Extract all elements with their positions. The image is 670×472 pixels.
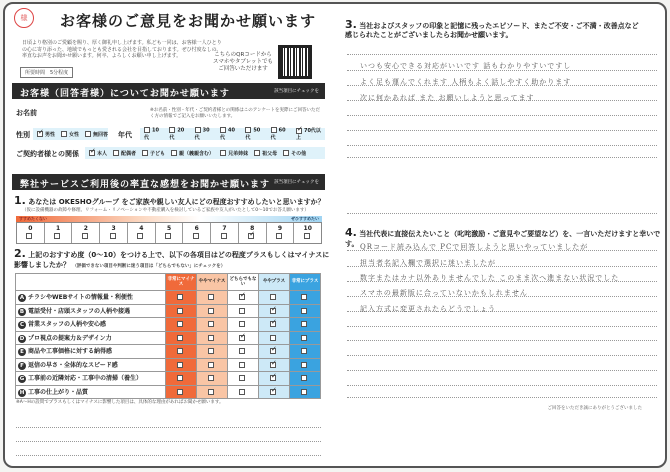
name-label: お名前 (16, 109, 37, 117)
answer-line[interactable] (347, 213, 657, 214)
rating-cell[interactable] (228, 358, 259, 372)
row-key: A (19, 295, 25, 302)
qr-code[interactable] (278, 45, 312, 79)
section-hint: 該当項目にチェックを (274, 180, 319, 185)
rating-cell[interactable] (166, 291, 197, 305)
scale-option[interactable] (45, 223, 73, 243)
relation-options (85, 147, 325, 159)
option-label: 兄弟姉妹 (228, 150, 249, 157)
scale-option[interactable] (17, 223, 45, 243)
table-row (16, 385, 321, 399)
rating-cell[interactable] (197, 385, 228, 399)
checkbox[interactable] (301, 389, 307, 395)
recommend-scale (16, 222, 322, 244)
handwritten-answer: 次に何かあれば また お願いしようと思ってます (360, 94, 535, 102)
checkbox[interactable] (144, 127, 150, 133)
gender-label: 性別 (16, 131, 30, 139)
rating-cell[interactable] (228, 345, 259, 359)
answer-line[interactable] (347, 326, 657, 327)
checkbox[interactable] (26, 233, 32, 239)
option-label: 配偶者 (121, 150, 137, 157)
rating-cell[interactable] (259, 291, 290, 305)
answer-line[interactable] (16, 427, 321, 428)
table-row (16, 318, 321, 332)
column-header: どちらでもない (228, 274, 259, 291)
option-relations[interactable] (89, 150, 107, 157)
service-section-header (12, 174, 325, 190)
row-key: E (18, 348, 26, 356)
answer-line[interactable] (347, 370, 657, 371)
row-label (16, 358, 166, 372)
checkbox[interactable] (239, 375, 245, 381)
rating-cell[interactable] (197, 358, 228, 372)
checkbox[interactable] (54, 233, 60, 239)
checkbox[interactable] (301, 375, 307, 381)
answer-line[interactable] (347, 340, 657, 341)
checkbox[interactable] (270, 362, 276, 368)
factor-table (15, 273, 321, 399)
rating-cell[interactable] (166, 304, 197, 318)
q1-sub: （仮に設備機器の故障や修理、リフォーム・リノベーションや不動産購入を検討しているご家族や友人がいたとして0〜10でお答え願います） (22, 208, 309, 213)
section-title: お客様（回答者様）についてお聞かせ願います (20, 89, 230, 99)
option-label: 祖父母 (262, 150, 278, 157)
option-ages[interactable] (271, 127, 290, 141)
scale-number: 5 (166, 225, 172, 232)
scale-number: 8 (250, 225, 255, 232)
option-ages[interactable] (220, 127, 239, 141)
checkbox[interactable] (61, 131, 67, 137)
row-key: H (19, 389, 25, 396)
checkbox[interactable] (110, 233, 116, 239)
rating-cell[interactable] (259, 331, 290, 345)
checkbox[interactable] (254, 150, 260, 156)
name-note: ※お名前・性別・年代・ご契約者様との関係はこのアンケートを実際にご回答いただく方の情報でご記入をお願いいたします。 (150, 108, 320, 119)
option-ages[interactable] (296, 127, 325, 141)
q2-question (14, 249, 332, 270)
row-label (16, 331, 166, 345)
checkbox[interactable] (208, 335, 214, 341)
rating-cell[interactable] (166, 331, 197, 345)
rating-cell[interactable] (228, 331, 259, 345)
section-hint: 該当項目にチェックを (274, 89, 319, 94)
stamp-logo: 様 (14, 8, 34, 28)
section-title: 弊社サービスご利用後の率直な感想をお聞かせ願います (20, 180, 271, 190)
option-label: 女性 (69, 131, 80, 138)
rating-cell[interactable] (228, 372, 259, 386)
scale-option[interactable] (128, 223, 156, 243)
qr-caption: こちらのQRコードからスマホやタブレットでもご回答いただけます (212, 52, 274, 72)
checkbox[interactable] (301, 362, 307, 368)
checkbox[interactable] (165, 233, 171, 239)
rating-cell[interactable] (228, 304, 259, 318)
rating-cell[interactable] (197, 291, 228, 305)
checkbox[interactable] (142, 150, 148, 156)
rating-cell[interactable] (290, 385, 321, 399)
checkbox[interactable] (239, 321, 245, 327)
rating-cell[interactable] (290, 372, 321, 386)
option-label: 男性 (45, 131, 56, 138)
option-label: 子ども (150, 150, 166, 157)
checkbox[interactable] (270, 294, 276, 300)
option-label: 40代 (219, 127, 235, 141)
row-key: C (19, 322, 25, 329)
rating-cell[interactable] (290, 318, 321, 332)
checkbox[interactable] (169, 127, 175, 133)
column-header: 非常にプラス (290, 274, 321, 291)
checkbox[interactable] (82, 233, 88, 239)
checkbox[interactable] (239, 362, 245, 368)
scale-low-label: すすめたくない (19, 216, 48, 221)
option-relations[interactable] (220, 150, 248, 157)
answer-line[interactable] (347, 54, 657, 55)
rating-cell[interactable] (197, 304, 228, 318)
age-options (140, 128, 325, 140)
checkbox[interactable] (276, 233, 282, 239)
q2-number: 2. (14, 247, 26, 260)
checkbox[interactable] (85, 131, 91, 137)
scale-number: 10 (303, 225, 312, 232)
checkbox[interactable] (270, 375, 276, 381)
rating-cell[interactable] (197, 345, 228, 359)
rating-cell[interactable] (290, 304, 321, 318)
q2-sub: （評価できない項目や判断に迷う項目は「どちらでもない」にチェックを） (72, 264, 226, 269)
q2-text: 上記のおすすめ度（0〜10）をつける上で、以下の各項目はどの程度プラスもしくはマイナスに影響しましたか？ (14, 251, 330, 269)
rating-cell[interactable] (259, 358, 290, 372)
answer-line[interactable] (347, 130, 657, 131)
table-row (16, 358, 321, 372)
intro-text: 日頃より格別のご愛顧を賜り、厚く御礼申し上げます。私ども一同は、お客様一人ひとりの心に寄り添った、地域でもっとも愛される会社を目指しております。ぜひ忖度なしの、率直なお声をお聞かせ願います。何卒、よろしくお願い申し上げます。 (22, 40, 222, 59)
checkbox[interactable] (208, 321, 214, 327)
checkbox[interactable] (270, 348, 276, 354)
row-label-text: 電話受付・店頭スタッフの人柄や接遇 (28, 307, 131, 315)
checkbox[interactable] (301, 294, 307, 300)
rating-cell[interactable] (259, 385, 290, 399)
row-key: G (19, 376, 25, 383)
checkbox[interactable] (283, 150, 289, 156)
table-row (16, 372, 321, 386)
checkbox[interactable] (113, 150, 119, 156)
checkbox[interactable] (301, 348, 307, 354)
row-label-text: 工事前の近隣対応・工事中の清掃（養生） (28, 375, 143, 383)
scale-option[interactable] (156, 223, 184, 243)
column-header: ややマイナス (197, 274, 228, 291)
option-gender[interactable] (85, 131, 108, 138)
row-key: B (19, 308, 25, 315)
checkbox[interactable] (304, 233, 310, 239)
checkbox[interactable] (195, 127, 201, 133)
scale-number: 1 (56, 225, 61, 232)
scale-number: 2 (83, 225, 88, 232)
q1-number: 1. (14, 194, 26, 207)
scale-option[interactable] (72, 223, 100, 243)
checkbox[interactable] (37, 131, 43, 137)
thanks-text: ご回答をいただき誠にありがとうございました (547, 406, 642, 411)
answer-line[interactable] (347, 115, 657, 116)
scale-number: 9 (277, 225, 283, 232)
checkbox[interactable] (208, 348, 214, 354)
scale-option[interactable] (294, 223, 321, 243)
checkbox[interactable] (89, 150, 95, 156)
scale-number: 4 (139, 225, 144, 232)
checkbox[interactable] (301, 335, 307, 341)
option-label: 10代 (144, 127, 159, 141)
row-label (16, 291, 166, 305)
handwritten-answer: よく足も運んでくれます 人柄もよく話しやすく助かります (360, 78, 572, 86)
option-gender[interactable] (61, 131, 79, 138)
checkbox[interactable] (220, 150, 226, 156)
option-label: 親（義親含む） (179, 150, 215, 157)
checkbox[interactable] (245, 127, 251, 133)
option-label: 50代 (245, 127, 261, 141)
checkbox[interactable] (177, 389, 183, 395)
rating-cell[interactable] (197, 372, 228, 386)
row-label-text: 工事の仕上がり・品質 (28, 388, 89, 396)
checkbox[interactable] (208, 362, 214, 368)
option-label: 無回答 (93, 131, 109, 138)
option-label: 本人 (97, 150, 108, 157)
checkbox[interactable] (208, 294, 214, 300)
answer-line[interactable] (16, 455, 321, 456)
option-relations[interactable] (283, 150, 306, 157)
checkbox[interactable] (270, 389, 276, 395)
checkbox[interactable] (301, 321, 307, 327)
handwritten-answer: スマホの最新版に合っていないかもしれません (360, 289, 528, 297)
scale-option[interactable] (100, 223, 128, 243)
age-label: 年代 (118, 131, 132, 139)
column-header: 非常にマイナス (166, 274, 197, 291)
scale-number: 6 (194, 225, 199, 232)
table-row (16, 291, 321, 305)
table-row (16, 345, 321, 359)
scale-number: 3 (111, 225, 116, 232)
option-ages[interactable] (195, 127, 214, 141)
gender-options (33, 128, 108, 140)
relation-label: ご契約者様との関係 (16, 150, 79, 158)
handwritten-answer: いつも安心できる対応がいいです 話もわかりやすいですし (360, 62, 572, 70)
scale-number: 0 (28, 225, 33, 232)
row-label (16, 372, 166, 386)
row-label (16, 385, 166, 399)
checkbox[interactable] (177, 362, 183, 368)
page-title: お客様のご意見をお聞かせ願います (60, 12, 317, 30)
rating-cell[interactable] (166, 385, 197, 399)
row-label (16, 304, 166, 318)
row-label (16, 345, 166, 359)
checkbox[interactable] (271, 127, 277, 133)
checkbox[interactable] (137, 233, 143, 239)
checkbox[interactable] (208, 375, 214, 381)
q3-question (345, 20, 645, 40)
option-label: 30代 (194, 127, 210, 141)
option-relations[interactable] (254, 150, 277, 157)
rating-cell[interactable] (197, 318, 228, 332)
rating-cell[interactable] (228, 291, 259, 305)
scale-option[interactable] (211, 223, 239, 243)
handwritten-answer: 記入方式に変更されたらどうでしょう (360, 305, 496, 313)
option-gender[interactable] (37, 131, 55, 138)
option-label: 20代 (169, 127, 185, 141)
rating-cell[interactable] (228, 318, 259, 332)
handwritten-answer: 担当者名記入欄で選択に迷いましたが (360, 259, 496, 267)
rating-cell[interactable] (259, 304, 290, 318)
table-row (16, 331, 321, 345)
q1-text: あなたは OKESHOグループ をご家族や親しい友人にどの程度おすすめしたいと思いますか？ (28, 198, 325, 206)
checkbox[interactable] (221, 233, 227, 239)
checkbox[interactable] (239, 294, 245, 300)
q3-text: 当社およびスタッフの印象と記憶に残ったエピソード、またご不安・ご不満・改善点など感じられたことがございましたらお聞かせ願います。 (345, 22, 639, 39)
q4-text: 当社代表に直接伝えたいこと（叱咤激励・ご意見やご要望など）を、一言いただけますと幸いです。 (345, 230, 661, 248)
rating-cell[interactable] (166, 318, 197, 332)
checkbox[interactable] (296, 128, 302, 134)
rating-cell[interactable] (290, 358, 321, 372)
column-header: ややプラス (259, 274, 290, 291)
customer-section-header (12, 83, 325, 99)
q1-question (14, 194, 334, 207)
option-ages[interactable] (245, 127, 264, 141)
answer-line[interactable] (16, 441, 321, 442)
scale-high-label: ぜひすすめたい (290, 216, 319, 221)
checkbox[interactable] (270, 335, 276, 341)
rating-cell[interactable] (166, 345, 197, 359)
handwritten-answer: 数字またはカナ以外ありませんでした このまま次へ進まない状況でした (360, 274, 620, 282)
row-label-text: 営業スタッフの人柄や安心感 (28, 321, 107, 329)
rating-cell[interactable] (259, 318, 290, 332)
answer-line[interactable] (347, 397, 657, 398)
blank-header (16, 274, 166, 291)
row-key: F (18, 362, 26, 370)
rating-cell[interactable] (166, 372, 197, 386)
rating-cell[interactable] (259, 345, 290, 359)
q3-number: 3. (345, 18, 357, 31)
scale-option[interactable] (183, 223, 211, 243)
rating-cell[interactable] (290, 345, 321, 359)
row-key: D (19, 335, 25, 342)
checkbox[interactable] (239, 308, 245, 314)
checkbox[interactable] (270, 308, 276, 314)
q2-note: ※A〜Hの設問でプラスもしくはマイナスに影響した項目は、具体的な理由があればお聞かせ願います。 (16, 400, 224, 405)
checkbox[interactable] (270, 321, 276, 327)
handwritten-answer: QRコード読み込んで PCで回答しようと思いやっていましたが (360, 243, 589, 251)
table-row (16, 304, 321, 318)
checkbox[interactable] (177, 335, 183, 341)
option-label: 60代 (270, 127, 286, 141)
checkbox[interactable] (177, 294, 183, 300)
rating-cell[interactable] (228, 385, 259, 399)
checkbox[interactable] (301, 308, 307, 314)
checkbox[interactable] (193, 233, 199, 239)
checkbox[interactable] (177, 348, 183, 354)
answer-line[interactable] (347, 355, 657, 356)
scale-number: 7 (222, 225, 227, 232)
answer-line[interactable] (347, 385, 657, 386)
rating-cell[interactable] (259, 372, 290, 386)
rating-cell[interactable] (290, 291, 321, 305)
row-label-text: チラシやWEBサイトの情報量・利便性 (28, 294, 133, 302)
checkbox[interactable] (177, 308, 183, 314)
row-label-text: 商品や工事価格に対する納得感 (28, 348, 113, 356)
checkbox[interactable] (177, 321, 183, 327)
scale-option[interactable] (267, 223, 295, 243)
option-relations[interactable] (171, 150, 214, 157)
option-relations[interactable] (113, 150, 136, 157)
row-label-text: 返信の早さ・全体的なスピード感 (28, 361, 118, 369)
answer-line[interactable] (347, 157, 657, 158)
option-relations[interactable] (142, 150, 165, 157)
checkbox[interactable] (239, 335, 245, 341)
rating-cell[interactable] (197, 331, 228, 345)
checkbox[interactable] (239, 389, 245, 395)
checkbox[interactable] (248, 233, 254, 239)
scale-option[interactable] (239, 223, 267, 243)
checkbox[interactable] (208, 308, 214, 314)
checkbox[interactable] (220, 127, 226, 133)
row-label (16, 318, 166, 332)
rating-cell[interactable] (290, 331, 321, 345)
checkbox[interactable] (239, 348, 245, 354)
option-ages[interactable] (144, 127, 163, 141)
duration-label: 所要時間 5分程度 (20, 67, 73, 78)
option-label: 70代以上 (295, 128, 321, 141)
q4-number: 4. (345, 226, 357, 239)
row-label-text: プロ視点の提案力＆デザイン力 (28, 334, 112, 342)
checkbox[interactable] (208, 389, 214, 395)
answer-line[interactable] (347, 145, 657, 146)
option-ages[interactable] (169, 127, 188, 141)
checkbox[interactable] (177, 375, 183, 381)
checkbox[interactable] (171, 150, 177, 156)
option-label: その他 (291, 150, 307, 157)
rating-cell[interactable] (166, 358, 197, 372)
